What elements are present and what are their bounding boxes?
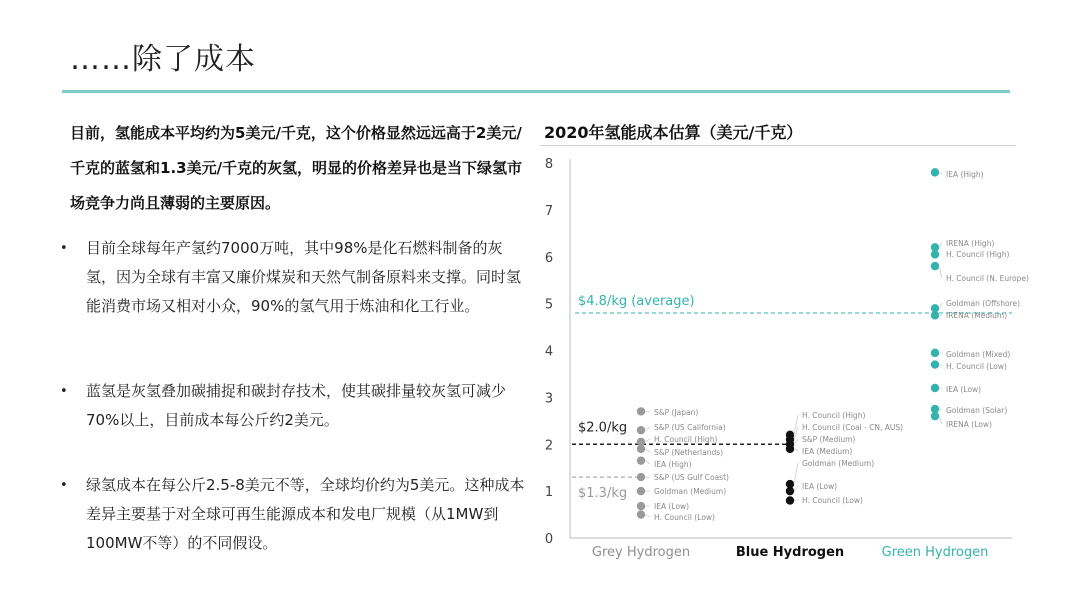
leader-line [939,365,942,366]
data-point [637,456,645,464]
data-point [637,487,645,495]
leader-line [794,415,798,435]
leader-line [939,353,942,354]
leader-line [645,439,650,442]
data-point-label: H. Council (High) [654,435,718,444]
data-point [637,510,645,518]
data-point-label: H. Council (N. Europe) [946,274,1029,283]
bullet-dot: • [60,478,68,493]
data-point-label: Goldman (Medium) [802,459,875,468]
y-tick-label: 5 [544,297,554,313]
data-point-label: H. Council (High) [946,250,1010,259]
leader-line [645,515,650,517]
y-tick-label: 6 [544,250,554,266]
data-point [637,445,645,453]
data-point-label: H. Council (Low) [654,513,715,522]
data-point-label: IEA (Low) [654,502,690,511]
data-point-label: IEA (Low) [946,385,982,394]
reference-line-label: $1.3/kg [578,486,628,502]
leader-line [794,486,798,491]
leader-line [794,439,798,444]
data-point-label: IEA (High) [946,170,984,179]
reference-line-label: $2.0/kg [578,420,628,436]
data-point-label: IEA (Low) [802,482,838,491]
data-point-label: S&P (Medium) [802,435,856,444]
x-category-label: Green Hydrogen [881,545,989,560]
data-point [931,360,939,368]
reference-line-label: $4.8/kg (average) [578,294,695,309]
data-point-label: IRENA (Medium) [946,311,1008,320]
data-point-label: Goldman (Solar) [946,406,1008,415]
data-point [931,311,939,319]
leader-line [939,388,942,389]
data-point [786,496,794,504]
data-point [931,412,939,420]
leader-line [645,449,650,452]
leader-line [645,461,650,464]
data-point-label: Goldman (Mixed) [946,350,1011,359]
data-point [637,426,645,434]
leader-line [939,409,942,410]
data-point [931,250,939,258]
leader-line [939,266,942,278]
data-point-label: IRENA (High) [946,239,995,248]
bullet-dot: • [60,241,68,256]
data-point-label: Goldman (Medium) [654,487,727,496]
data-point-label: IEA (High) [654,460,692,469]
y-tick-label: 4 [544,344,554,360]
leader-line [939,243,942,247]
data-point [931,168,939,176]
data-point-label: S&P (Netherlands) [654,448,724,457]
bullet-text: 目前全球每年产氢约7000万吨，其中98%是化石燃料制备的灰氢，因为全球有丰富又廉价煤炭和天然气制备原料来支撑。同时氢能消费市场又相对小众，90%的氢气用于炼油和化工行业。 [86,239,522,315]
data-point [786,445,794,453]
y-tick-label: 1 [544,485,554,501]
leader-line [794,500,798,501]
data-point [637,407,645,415]
data-point [637,473,645,481]
data-point-label: S&P (US California) [654,423,726,432]
leader-line [794,449,798,451]
y-tick-label: 8 [544,157,554,172]
page-title: ……除了成本 [70,42,256,77]
data-point-label: S&P (Japan) [654,408,699,417]
data-point-label: S&P (US Gulf Coast) [654,473,729,482]
data-point [931,349,939,357]
y-tick-label: 0 [544,532,554,547]
chart-title: 2020年氢能成本估算（美元/千克） [544,123,803,142]
x-category-label: Blue Hydrogen [735,545,845,560]
y-tick-label: 7 [544,203,554,219]
leader-line [939,172,942,174]
data-point-label: H. Council (High) [802,411,866,420]
leader-line [939,416,942,424]
data-point [637,502,645,510]
x-category-label: Grey Hydrogen [591,545,691,560]
data-point-label: IEA (Medium) [802,447,853,456]
leader-line [939,303,942,308]
data-point [931,262,939,270]
bullet-dot: • [60,384,68,399]
data-point-label: IRENA (Low) [946,420,992,429]
data-point [931,384,939,392]
leader-line [794,463,798,484]
y-tick-label: 3 [544,391,554,407]
data-point [786,487,794,495]
leader-line [645,427,650,430]
y-tick-label: 2 [544,438,554,454]
lead-paragraph: 目前，氢能成本平均约为5美元/千克，这个价格显然远远高于2美元/千克的蓝氢和1.3美元/千克的灰氢，明显的价格差异也是当下绿氢市场竞争力尚且薄弱的主要原因。 [70,124,523,212]
data-point-label: H. Council (Low) [802,496,863,505]
bullet-text: 绿氢成本在每公斤2.5-8美元不等，全球均价约为5美元。这种成本差异主要基于对全球可再生能源成本和发电厂规模（从1MW到100MW不等）的不同假设。 [86,476,525,552]
leader-line [645,411,650,412]
data-point-label: H. Council (Low) [946,362,1007,371]
data-point-label: Goldman (Offshore) [946,299,1020,308]
bullet-text: 蓝氢是灰氢叠加碳捕捉和碳封存技术，使其碳排量较灰氢可减少70%以上，目前成本每公斤约2美元。 [86,382,507,429]
data-point-label: H. Council (Coal - CN, AUS) [802,423,904,432]
